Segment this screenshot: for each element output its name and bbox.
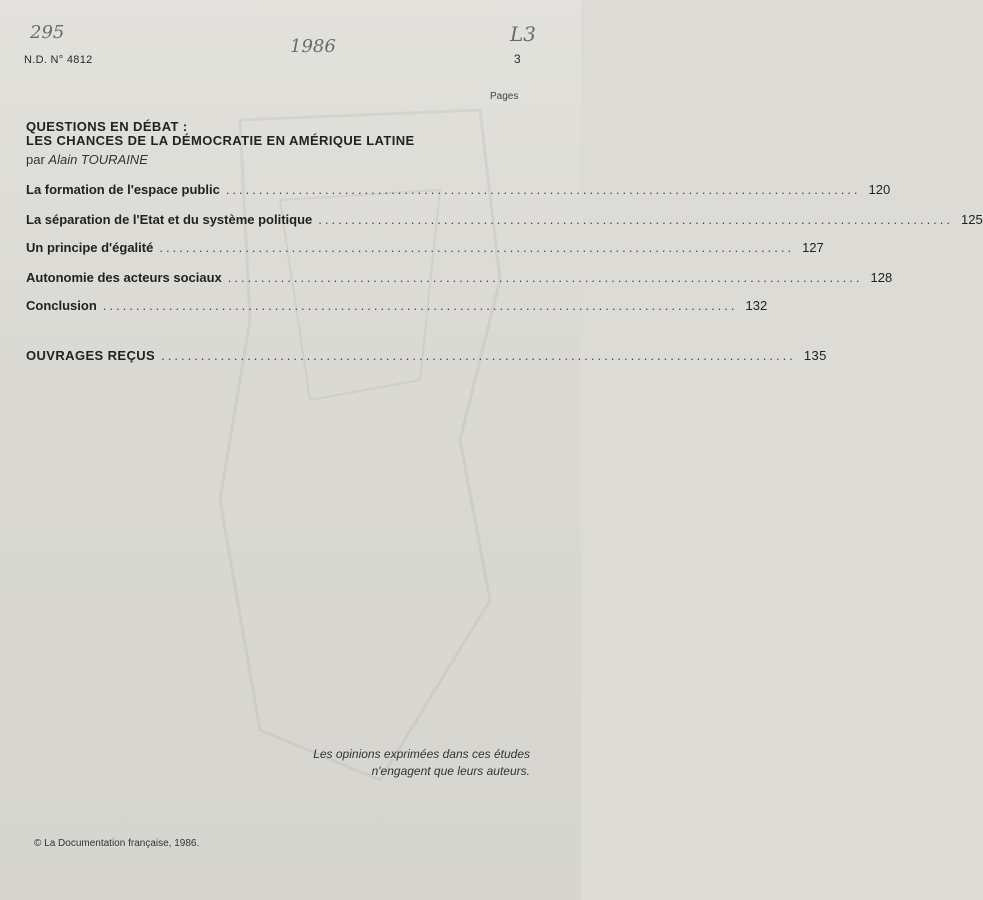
toc-entry[interactable]	[26, 240, 824, 255]
disclaimer-line-1: Les opinions exprimées dans ces études	[313, 747, 530, 761]
toc-entry-page: 125	[961, 212, 983, 227]
disclaimer-line-2: n'engagent que leurs auteurs.	[371, 764, 530, 778]
toc-entry[interactable]	[26, 298, 768, 313]
toc-entry-ouvrages[interactable]	[26, 348, 827, 363]
toc-entry-label: Un principe d'égalité	[26, 240, 154, 255]
author-line	[26, 152, 148, 167]
toc-entry[interactable]	[26, 270, 893, 285]
toc-entry[interactable]	[26, 182, 891, 197]
toc-entry-label: La formation de l'espace public	[26, 182, 220, 197]
toc-leader-dots: ................................................................................................	[102, 298, 738, 313]
section-title-line-2: LES CHANCES DE LA DÉMOCRATIE EN AMÉRIQUE LATINE	[26, 133, 415, 148]
section-title-line-1: QUESTIONS EN DÉBAT :	[26, 119, 188, 134]
toc-leader-dots: ................................................................................................	[318, 212, 954, 227]
author-prefix: par	[26, 152, 49, 167]
toc-entry-label: Autonomie des acteurs sociaux	[26, 270, 222, 285]
toc-leader-dots: ................................................................................................	[159, 240, 795, 255]
toc-entry-page: 120	[868, 182, 891, 197]
disclaimer	[260, 746, 530, 780]
toc-entry[interactable]	[26, 212, 983, 227]
section-title	[26, 120, 415, 148]
page-number: 3	[514, 52, 521, 66]
toc-entry-label: OUVRAGES REÇUS	[26, 348, 156, 363]
toc-entry-label: Conclusion	[26, 298, 97, 313]
toc-entry-page: 127	[802, 240, 824, 255]
pages-column-label: Pages	[490, 91, 519, 102]
toc-leader-dots: ................................................................................................	[225, 182, 861, 197]
toc-entry-page: 135	[803, 348, 827, 363]
toc-entry-label: La séparation de l'Etat et du système politique	[26, 212, 313, 227]
handwritten-note-left: 295	[30, 22, 65, 43]
toc-leader-dots: ................................................................................................	[227, 270, 863, 285]
toc-leader-dots: ................................................................................................	[161, 348, 796, 363]
copyright-notice: © La Documentation française, 1986.	[34, 838, 200, 849]
author-name: Alain TOURAINE	[48, 152, 148, 167]
toc-entry-page: 128	[870, 270, 893, 285]
issue-number: N.D. N° 4812	[24, 54, 93, 66]
handwritten-note-right: L3	[510, 22, 537, 46]
toc-entry-page: 132	[745, 298, 768, 313]
handwritten-note-year: 1986	[290, 36, 336, 57]
